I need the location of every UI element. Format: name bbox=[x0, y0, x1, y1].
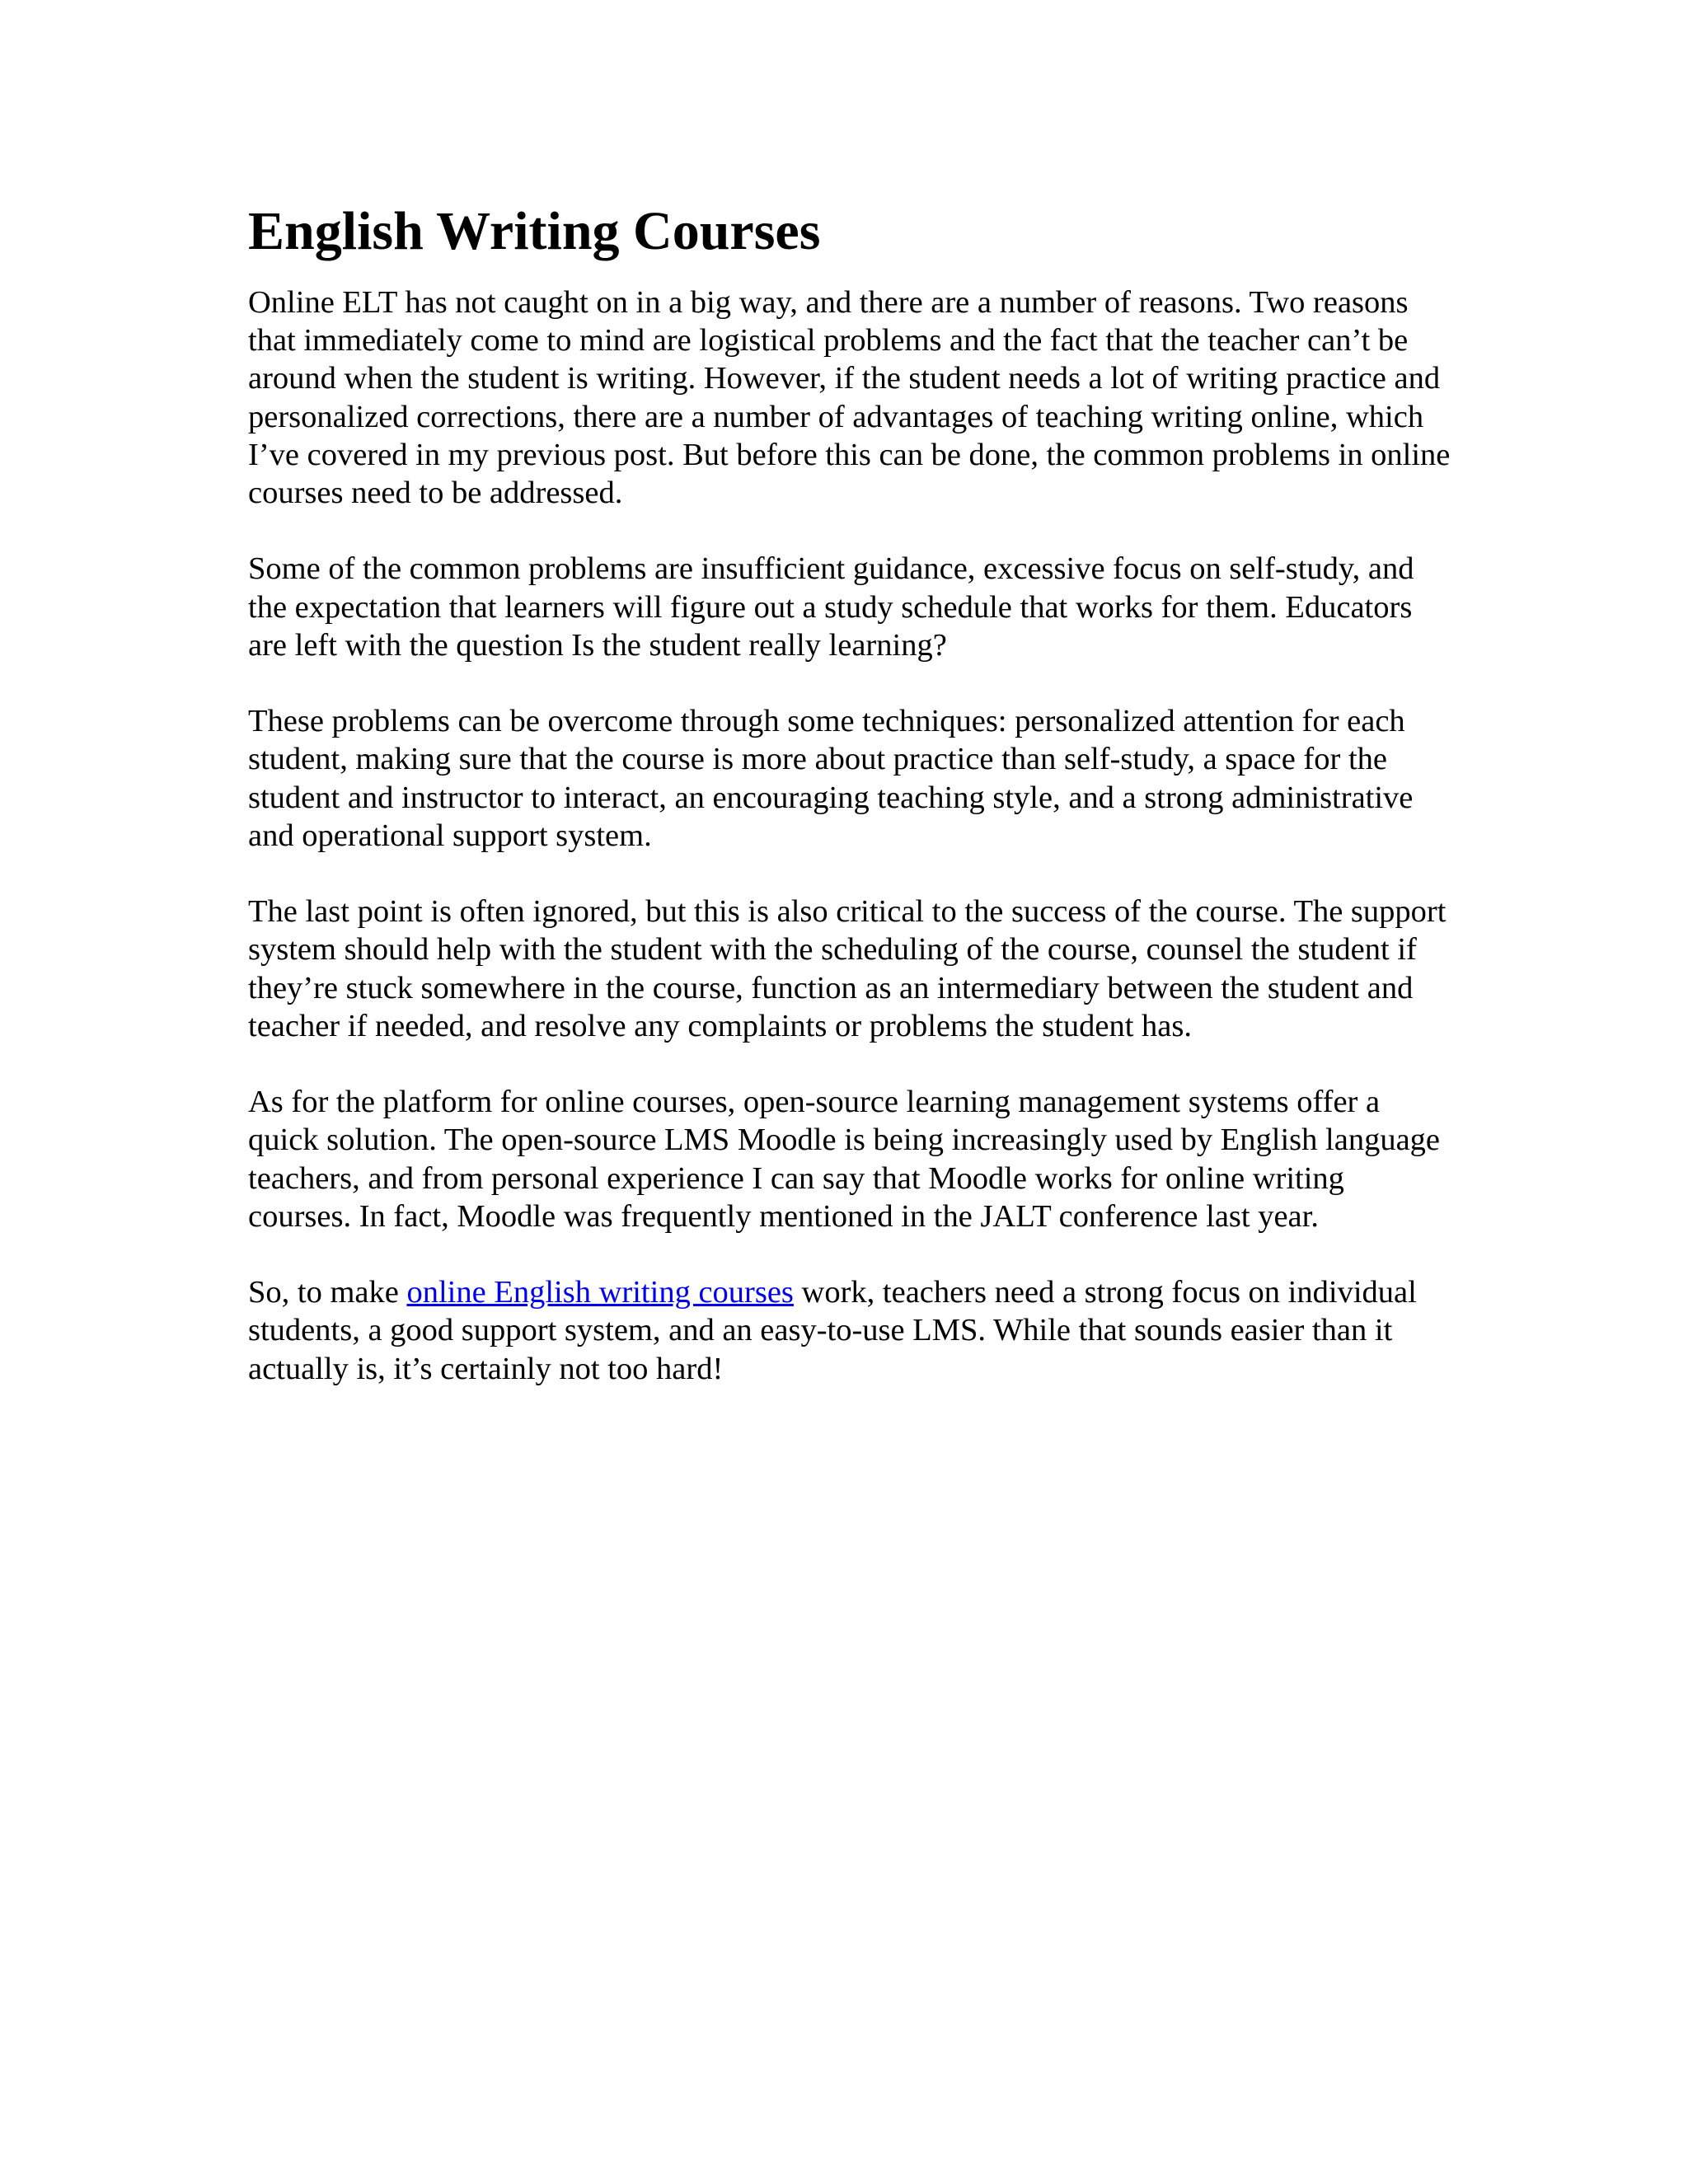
paragraph-intro: Online ELT has not caught on in a big way, and there are a number of reasons. Two reasons that immediately come to mind are logistical problems and the fact that the teacher can’t be around when the student is writing. However, if the student needs a lot of writing practice and personalized corrections, there are a number of advantages of teaching writing online, which I’ve covered in my previous post. But before this can be done, the common problems in online courses need to be addressed. bbox=[248, 285, 1451, 511]
closing-text-after: work, teachers need a strong focus on individual students, a good support system, and an easy-to-use LMS. While that sounds easier than it actually is, it’s certainly not too hard! bbox=[248, 1275, 1417, 1386]
closing-text-before: So, to make bbox=[248, 1275, 407, 1310]
online-writing-courses-link[interactable]: online English writing courses bbox=[406, 1275, 794, 1310]
paragraph-common-problems: Some of the common problems are insufficient guidance, excessive focus on self-study, and the expectation that learners will figure out a study schedule that works for them. Educators are left with the question Is the student really learning? bbox=[248, 551, 1414, 663]
paragraph-closing bbox=[248, 1273, 1451, 1388]
paragraph-platform: As for the platform for online courses, open-source learning management systems offer a quick solution. The open-source LMS Moodle is being increasingly used by English language teachers, and from personal experience I can say that Moodle works for online writing courses. In fact, Moodle was frequently mentioned in the JALT conference last year. bbox=[248, 1085, 1441, 1234]
document-title: English Writing Courses bbox=[248, 201, 821, 261]
paragraph-techniques: These problems can be overcome through some techniques: personalized attention for each student, making sure that the course is more about practice than self-study, a space for the student and instructor to interact, an encouraging teaching style, and a strong administrative and operational support system. bbox=[248, 704, 1414, 853]
paragraph-support-system: The last point is often ignored, but this is also critical to the success of the course. The support system should help with the student with the scheduling of the course, counsel the student if they’re stuck somewhere in the course, function as an intermediary between the student and teacher if needed, and resolve any complaints or problems the student has. bbox=[248, 894, 1447, 1043]
document-page bbox=[248, 191, 1451, 1388]
